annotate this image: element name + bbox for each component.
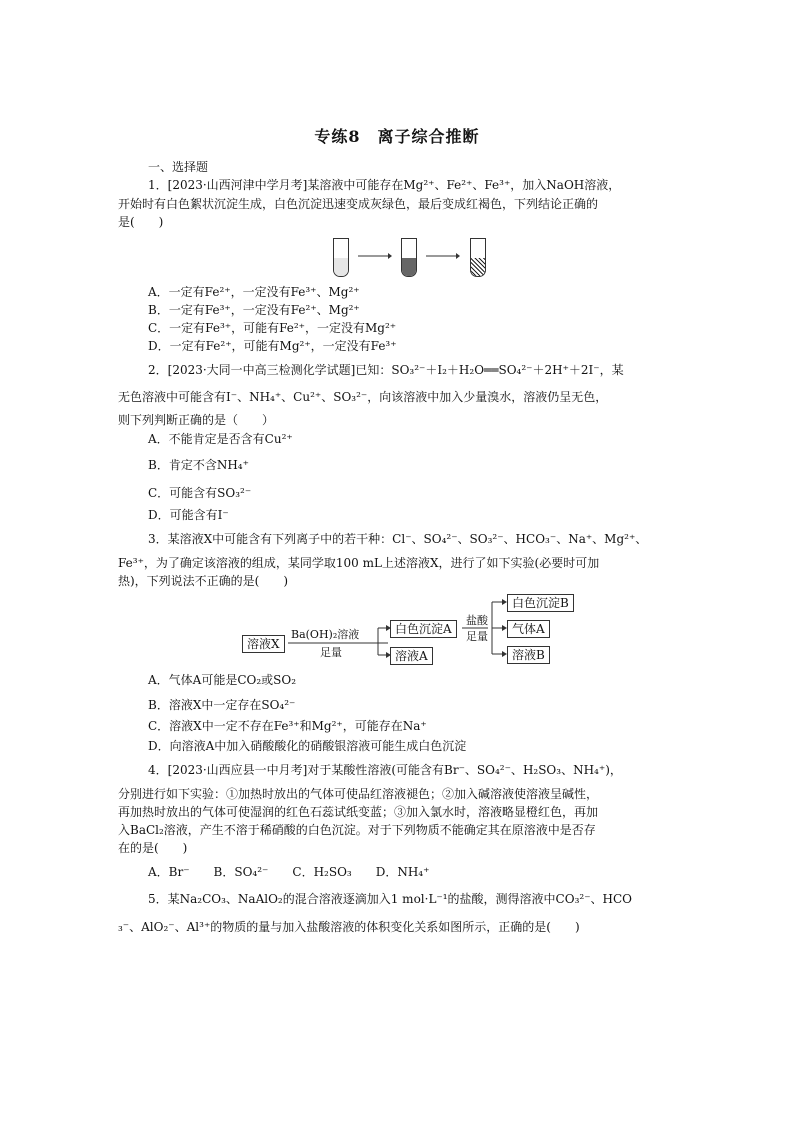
flow-reagent-top: Ba(OH)₂溶液 [291, 628, 360, 641]
q2-option-c: C．可能含有SO₃²⁻ [148, 486, 252, 500]
q3-option-d: D．向溶液A中加入硝酸酸化的硝酸银溶液可能生成白色沉淀 [148, 739, 467, 753]
page-title: 专练8 离子综合推断 [314, 127, 480, 146]
q1-line-3: 是( ) [118, 215, 164, 229]
q3-option-a: A．气体A可能是CO₂或SO₂ [148, 673, 297, 687]
flow-solution-x: 溶液X [242, 635, 285, 653]
flow-precipitate-b: 白色沉淀B [507, 594, 574, 612]
test-tube-2 [401, 238, 417, 277]
arrow-icon [358, 251, 392, 261]
q1-option-a: A．一定有Fe²⁺，一定没有Fe³⁺、Mg²⁺ [148, 285, 360, 299]
flow-solution-a: 溶液A [390, 647, 433, 665]
arrow-icon [426, 251, 460, 261]
q3-line-1: 3．某溶液X中可能含有下列离子中的若干种：Cl⁻、SO₄²⁻、SO₃²⁻、HCO₃⁻、Na⁺、Mg²⁺、 [148, 532, 648, 546]
flow-gas-a: 气体A [507, 620, 550, 638]
q2-option-b: B．肯定不含NH₄⁺ [148, 458, 249, 472]
q1-line-1: 1．[2023·山西河津中学月考]某溶液中可能存在Mg²⁺、Fe²⁺、Fe³⁺，加入NaOH溶液， [148, 178, 621, 192]
q4-line-3: 再加热时放出的气体可使湿润的红色石蕊试纸变蓝；③加入氯水时，溶液略显橙红色，再加 [118, 805, 599, 819]
q2-line-2: 无色溶液中可能含有I⁻、NH₄⁺、Cu²⁺、SO₃²⁻，向该溶液中加入少量溴水，溶液仍呈无色， [118, 390, 608, 404]
q2-line-1: 2．[2023·大同一中高三检测化学试题]已知：SO₃²⁻＋I₂＋H₂O══SO₄²⁻＋2H⁺＋2I⁻，某 [148, 363, 624, 377]
q2-option-d: D．可能含有I⁻ [148, 508, 229, 522]
q3-line-2: Fe³⁺，为了确定该溶液的组成，某同学取100 mL上述溶液X，进行了如下实验(必要时可加 [118, 556, 600, 570]
q3-option-b: B．溶液X中一定存在SO₄²⁻ [148, 698, 296, 712]
flow-precipitate-a: 白色沉淀A [390, 620, 457, 638]
q2-option-a: A．不能肯定是否含有Cu²⁺ [148, 432, 293, 446]
q4-line-2: 分别进行如下实验：①加热时放出的气体可使品红溶液褪色；②加入碱溶液使溶液呈碱性， [118, 787, 599, 801]
q1-option-b: B．一定有Fe³⁺，一定没有Fe²⁺、Mg²⁺ [148, 303, 360, 317]
q3-option-c: C．溶液X中一定不存在Fe³⁺和Mg²⁺，可能存在Na⁺ [148, 719, 427, 733]
q1-line-2: 开始时有白色絮状沉淀生成，白色沉淀迅速变成灰绿色，最后变成红褐色，下列结论正确的 [118, 197, 599, 211]
q1-option-c: C．一定有Fe³⁺，可能有Fe²⁺，一定没有Mg²⁺ [148, 321, 397, 335]
q5-line-2: ₃⁻、AlO₂⁻、Al³⁺的物质的量与加入盐酸溶液的体积变化关系如图所示，正确的是( ) [118, 920, 580, 934]
q4-line-5: 在的是( ) [118, 841, 188, 855]
test-tube-3 [470, 238, 486, 277]
q4-line-1: 4．[2023·山西应县一中月考]对于某酸性溶液(可能含有Br⁻、SO₄²⁻、H₂SO₃、NH₄⁺)， [148, 763, 622, 777]
test-tube-1 [333, 238, 349, 277]
q1-option-d: D．一定有Fe²⁺，可能有Mg²⁺，一定没有Fe³⁺ [148, 339, 397, 353]
flow-solution-b: 溶液B [507, 646, 550, 664]
flow-reagent-bottom: 足量 [320, 646, 342, 659]
q3-line-3: 热)，下列说法不正确的是( ) [118, 574, 289, 588]
q2-line-3: 则下列判断正确的是（ ） [118, 413, 275, 427]
flow-acid-top: 盐酸 [466, 614, 488, 627]
flow-acid-bottom: 足量 [466, 630, 488, 643]
q5-line-1: 5．某Na₂CO₃、NaAlO₂的混合溶液逐滴加入1 mol·L⁻¹的盐酸，测得溶液中CO₃²⁻、HCO [148, 892, 633, 906]
section-heading: 一、选择题 [148, 160, 209, 174]
q4-line-4: 入BaCl₂溶液，产生不溶于稀硝酸的白色沉淀。对于下列物质不能确定其在原溶液中是否存 [118, 823, 596, 837]
q4-options: A．Br⁻ B．SO₄²⁻ C．H₂SO₃ D．NH₄⁺ [148, 865, 430, 879]
